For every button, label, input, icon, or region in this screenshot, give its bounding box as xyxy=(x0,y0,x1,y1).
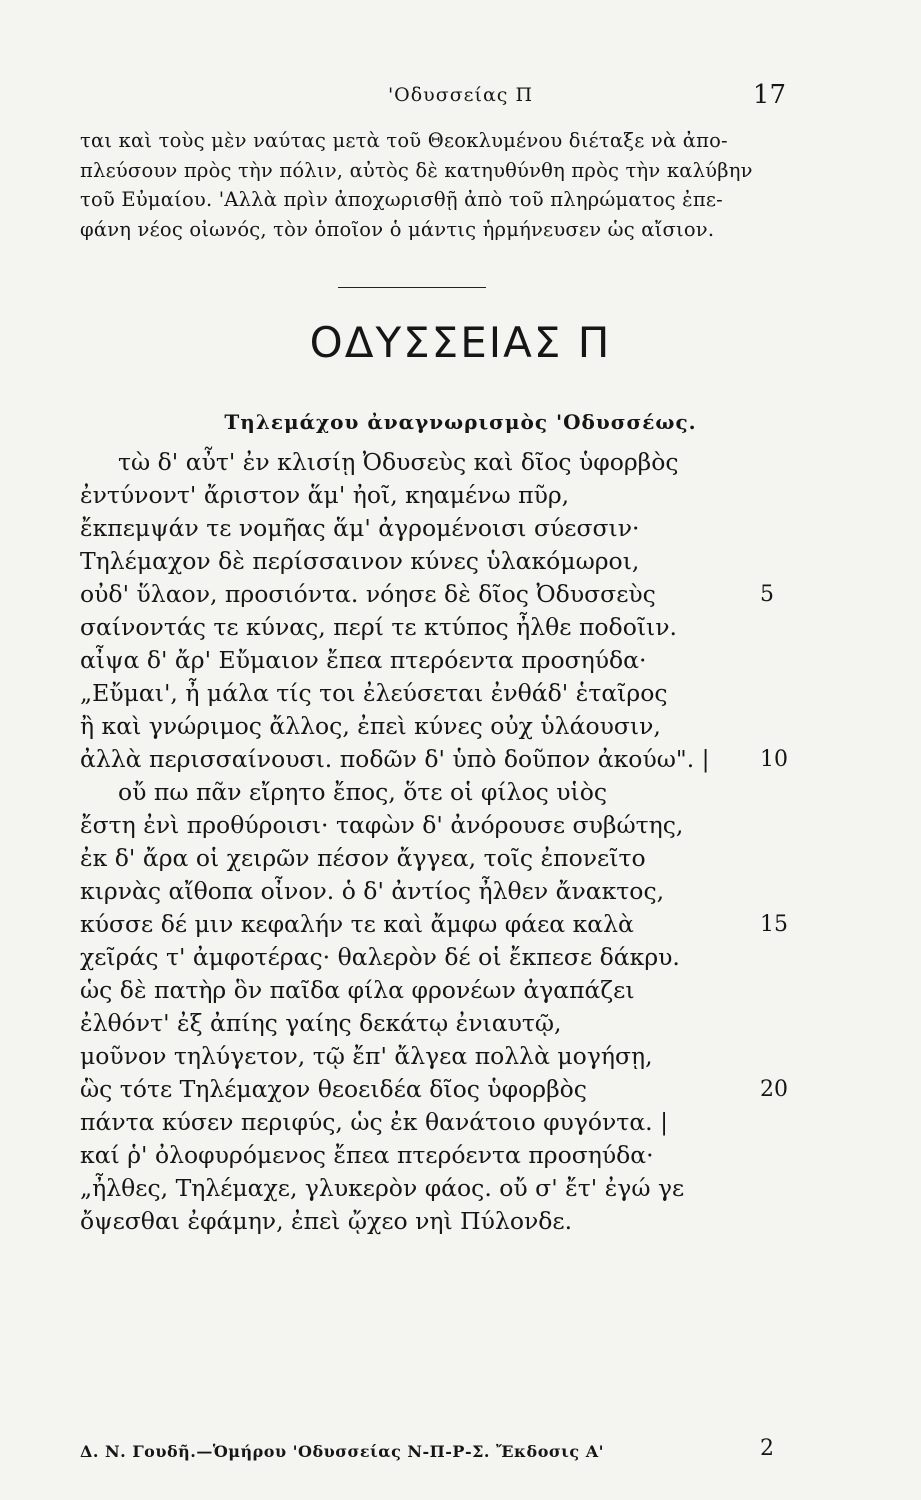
verse-line xyxy=(80,578,800,611)
verse-text: „ἦλθες, Τηλέμαχε, γλυκερὸν φάος. οὔ σ' ἔτ' ἐγώ γε xyxy=(80,1174,685,1202)
verse-line xyxy=(80,611,800,644)
verse-line xyxy=(80,479,800,512)
verse-line xyxy=(80,1172,800,1205)
verse-line xyxy=(80,842,800,875)
verse-text: αἶψα δ' ἄρ' Εὔμαιον ἔπεα πτερόεντα προσηύδα· xyxy=(80,646,647,674)
verse-text: κύσσε δέ μιν κεφαλήν τε καὶ ἄμφω φάεα καλὰ xyxy=(80,910,634,938)
summary-line: φάνη νέος οἰωνός, τὸν ὁποῖον ὁ μάντις ἡρμήνευσεν ὡς αἴσιον. xyxy=(80,217,715,241)
signature-mark: 2 xyxy=(760,1436,774,1461)
verse-line xyxy=(80,1205,800,1238)
verse-line xyxy=(80,545,800,578)
verse-text: ὄψεσθαι ἐφάμην, ἐπεὶ ᾤχεο νηὶ Πύλονδε. xyxy=(80,1207,573,1235)
verse-line xyxy=(80,1073,800,1106)
verse-line xyxy=(80,974,800,1007)
verse-text: καί ῥ' ὀλοφυρόμενος ἔπεα πτερόεντα προσηύδα· xyxy=(80,1141,654,1169)
book-title: ΟΔΥΣΣΕΙΑΣ Π xyxy=(309,318,612,367)
verse-text: „Εὔμαι', ἦ μάλα τίς τοι ἐλεύσεται ἐνθάδ' ἑταῖρος xyxy=(80,679,668,707)
verse-line xyxy=(80,710,800,743)
page-footer xyxy=(80,1436,800,1466)
verse-line xyxy=(80,776,800,809)
line-number: 15 xyxy=(760,912,788,937)
line-number: 5 xyxy=(760,582,774,607)
verse-line xyxy=(80,446,800,479)
verse-block xyxy=(80,446,800,1238)
summary-line: πλεύσουν πρὸς τὴν πόλιν, αὐτὸς δὲ κατηυθύνθη πρὸς τὴν καλύβην xyxy=(80,158,753,182)
verse-line xyxy=(80,941,800,974)
verse-line xyxy=(80,1139,800,1172)
verse-line xyxy=(80,875,800,908)
summary-line: τοῦ Εὐμαίου. 'Αλλὰ πρὶν ἀποχωρισθῇ ἀπὸ τοῦ πληρώματος ἐπε- xyxy=(80,188,723,211)
verse-text: ἢ καὶ γνώριμος ἄλλος, ἐπεὶ κύνες οὐχ ὑλάουσιν, xyxy=(80,712,661,740)
verse-line xyxy=(80,512,800,545)
verse-text: ἐλθόντ' ἐξ ἀπίης γαίης δεκάτῳ ἐνιαυτῷ, xyxy=(80,1009,562,1037)
verse-line xyxy=(80,644,800,677)
verse-text: χεῖράς τ' ἀμφοτέρας· θαλερὸν δέ οἱ ἔκπεσε δάκρυ. xyxy=(80,943,680,971)
footer-imprint: Δ. Ν. Γουδῆ.—Ὁμήρου 'Οδυσσείας Ν-Π-Ρ-Σ. Ἔκδοσις Α' xyxy=(80,1442,605,1461)
verse-line xyxy=(80,1106,800,1139)
page-number: 17 xyxy=(752,80,786,110)
line-number: 10 xyxy=(760,747,788,772)
page-header xyxy=(0,80,921,120)
verse-line xyxy=(80,1040,800,1073)
verse-text: Τηλέμαχον δὲ περίσσαινον κύνες ὑλακόμωροι, xyxy=(80,547,640,575)
verse-text: τὼ δ' αὖτ' ἐν κλισίῃ Ὀδυσεὺς καὶ δῖος ὑφορβὸς xyxy=(118,448,679,476)
verse-text: ἔκπεμψάν τε νομῆας ἅμ' ἀγρομένοισι σύεσσιν· xyxy=(80,514,640,542)
verse-text: σαίνοντάς τε κύνας, περί τε κτύπος ἦλθε ποδοῖιν. xyxy=(80,613,678,641)
verse-text: οὔ πω πᾶν εἴρητο ἔπος, ὅτε οἱ φίλος υἱὸς xyxy=(118,778,608,806)
book-subtitle: Τηλεμάχου ἀναγνωρισμὸς 'Οδυσσέως. xyxy=(224,410,697,434)
verse-text: μοῦνον τηλύγετον, τῷ ἔπ' ἄλγεα πολλὰ μογήσῃ, xyxy=(80,1042,653,1070)
verse-text: ὣς τότε Τηλέμαχον θεοειδέα δῖος ὑφορβὸς xyxy=(80,1075,587,1103)
verse-text: οὐδ' ὕλαον, προσιόντα. νόησε δὲ δῖος Ὀδυσσεὺς xyxy=(80,580,656,608)
summary-paragraph xyxy=(80,126,796,244)
verse-text: ἐκ δ' ἄρα οἱ χειρῶν πέσον ἄγγεα, τοῖς ἐπονεῖτο xyxy=(80,844,646,872)
verse-text: πάντα κύσεν περιφύς, ὡς ἐκ θανάτοιο φυγόντα. | xyxy=(80,1108,669,1136)
verse-line xyxy=(80,743,800,776)
verse-line xyxy=(80,908,800,941)
section-divider xyxy=(338,287,486,288)
verse-line xyxy=(80,1007,800,1040)
summary-line: ται καὶ τοὺς μὲν ναύτας μετὰ τοῦ Θεοκλυμένου διέταξε νὰ ἀπο- xyxy=(80,129,728,152)
verse-text: κιρνὰς αἴθοπα οἶνον. ὁ δ' ἀντίος ἦλθεν ἄνακτος, xyxy=(80,877,665,905)
verse-text: ἔστη ἐνὶ προθύροισι· ταφὼν δ' ἀνόρουσε συβώτης, xyxy=(80,811,684,839)
verse-text: ὡς δὲ πατὴρ ὃν παῖδα φίλα φρονέων ἀγαπάζει xyxy=(80,976,635,1004)
running-title: 'Οδυσσείας Π xyxy=(387,84,534,106)
verse-line xyxy=(80,677,800,710)
verse-line xyxy=(80,809,800,842)
verse-text: ἀλλὰ περισσαίνουσι. ποδῶν δ' ὑπὸ δοῦπον ἀκούω". | xyxy=(80,745,710,773)
line-number: 20 xyxy=(760,1077,788,1102)
verse-text: ἐντύνοντ' ἄριστον ἅμ' ἠοῖ, κηαμένω πῦρ, xyxy=(80,481,570,509)
